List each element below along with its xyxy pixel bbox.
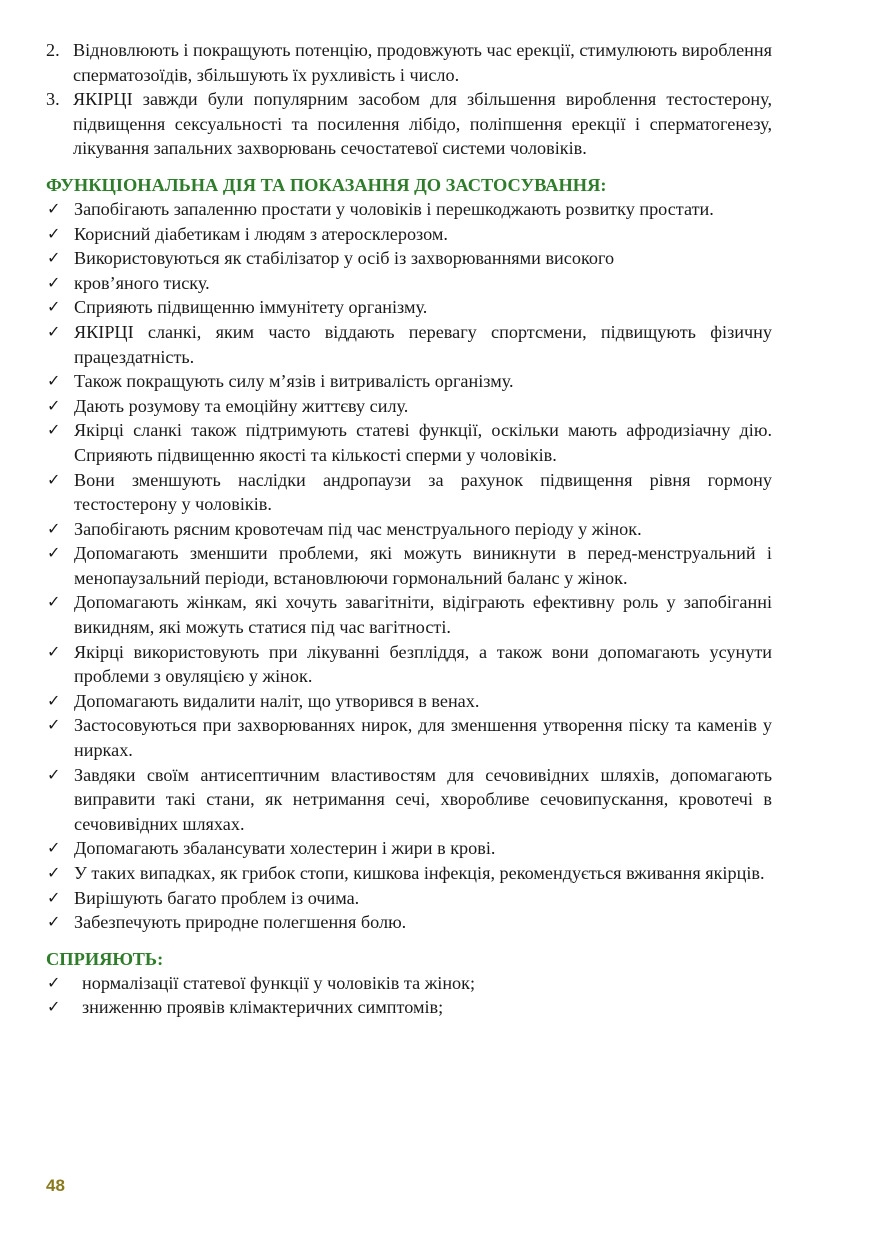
- list-item: [46, 861, 772, 886]
- checkmark-icon: ✓: [47, 641, 61, 661]
- list-item: [46, 971, 772, 996]
- list-item: [46, 246, 772, 271]
- list-item: [46, 713, 772, 762]
- list-item: [46, 320, 772, 369]
- checkmark-icon: ✓: [47, 690, 61, 710]
- list-item-text: Корисний діабетикам і людям з атеросклерозом.: [74, 223, 448, 244]
- list-item-text: Дають розумову та емоційну життєву силу.: [74, 395, 409, 416]
- checkmark-icon: ✓: [47, 469, 61, 489]
- checkmark-icon: ✓: [47, 997, 61, 1017]
- list-item-text: Забезпечують природне полегшення болю.: [74, 912, 407, 933]
- page-content: [46, 38, 772, 1020]
- list-item-text: Допомагають збалансувати холестерин і жири в крові.: [74, 838, 496, 859]
- item-number: 2.: [46, 40, 60, 60]
- checkmark-icon: ✓: [47, 420, 61, 440]
- checkmark-icon: ✓: [47, 297, 61, 317]
- checkmark-icon: ✓: [47, 272, 61, 292]
- list-item-text: Також покращують силу м’язів і витривалість організму.: [74, 371, 514, 392]
- section-heading-function: ФУНКЦІОНАЛЬНА ДІЯ ТА ПОКАЗАННЯ ДО ЗАСТОСУВАННЯ:: [46, 174, 607, 195]
- checkmark-icon: ✓: [47, 321, 61, 341]
- checkmark-icon: ✓: [47, 887, 61, 907]
- list-item: [46, 271, 772, 296]
- checkmark-icon: ✓: [47, 198, 61, 218]
- checkmark-icon: ✓: [47, 972, 61, 992]
- checkmark-icon: ✓: [47, 223, 61, 243]
- item-number: 3.: [46, 89, 60, 110]
- checkmark-icon: ✓: [47, 764, 61, 784]
- checkmark-icon: ✓: [47, 395, 61, 415]
- list-item: [46, 886, 772, 911]
- list-item: [46, 468, 772, 517]
- list-item-text: Запобігають запаленню простати у чоловіків і перешкоджають розвитку простати.: [74, 198, 714, 219]
- checklist-promote: [46, 971, 772, 1020]
- list-item: [46, 763, 772, 837]
- checklist-indications: [46, 197, 772, 935]
- list-item: [46, 541, 772, 590]
- numbered-item: [46, 38, 772, 87]
- checkmark-icon: ✓: [47, 838, 61, 858]
- list-item: [46, 222, 772, 247]
- list-item-text: Якірці використовують при лікуванні безпліддя, а також вони допомагають усунути проблеми з овуляцією у жінок.: [74, 641, 772, 687]
- list-item: [46, 517, 772, 542]
- list-item: [46, 836, 772, 861]
- numbered-item: [46, 87, 772, 161]
- list-item: [46, 590, 772, 639]
- checkmark-icon: ✓: [47, 248, 61, 268]
- list-item-text: нормалізації статевої функції у чоловіків та жінок;: [82, 972, 476, 993]
- list-item: [46, 394, 772, 419]
- list-item-text: Допомагають жінкам, які хочуть завагітніти, відіграють ефективну роль у запобіганні викидням, які можуть статися під час вагітності.: [74, 592, 772, 638]
- list-item-text: Вони зменшують наслідки андропаузи за рахунок підвищення рівня гормону тестостерону у чоловіків.: [74, 469, 772, 515]
- list-item: [46, 689, 772, 714]
- list-item-text: Завдяки своїм антисептичним властивостям для сечовивідних шляхів, допомагають виправити такі стани, як нетримання сечі, хворобливе сечовипускання, кровотечі в сечовивідних шляхах.: [74, 764, 772, 834]
- checkmark-icon: ✓: [47, 863, 61, 882]
- list-item: [46, 995, 772, 1020]
- checkmark-icon: ✓: [47, 912, 61, 932]
- list-item: [46, 197, 772, 222]
- list-item-text: Використовуються як стабілізатор у осіб із захворюваннями високого: [74, 248, 615, 269]
- checkmark-icon: ✓: [47, 715, 61, 735]
- item-text: Відновлюють і покращують потенцію, продовжують час ерекції, стимулюють вироблення сперматозоїдів, збільшують їх рухливість і число.: [73, 40, 772, 85]
- checkmark-icon: ✓: [47, 543, 61, 563]
- list-item: [46, 640, 772, 689]
- list-item: [46, 910, 772, 935]
- list-item: [46, 369, 772, 394]
- list-item-text: ЯКІРЦІ сланкі, яким часто віддають перевагу спортсмени, підвищують фізичну працездатність.: [74, 321, 772, 367]
- list-item-text: Сприяють підвищенню іммунітету організму.: [74, 297, 428, 318]
- page-number: 48: [46, 1176, 65, 1195]
- list-item-text: Запобігають рясним кровотечам під час менструального періоду у жінок.: [74, 518, 642, 539]
- list-item-text: Допомагають зменшити проблеми, які можуть виникнути в перед-менструальний і менопаузальний періоди, встановлюючи гормональний баланс у жінок.: [74, 543, 772, 588]
- checkmark-icon: ✓: [47, 371, 61, 391]
- section-heading-promote: СПРИЯЮТЬ:: [46, 948, 164, 969]
- list-item-text: Якірці сланкі також підтримують статеві функції, оскільки мають афродизіачну дію. Сприяють підвищенню якості та кількості сперми у чоловіків.: [74, 420, 772, 465]
- item-text: ЯКІРЦІ завжди були популярним засобом для збільшення вироблення тестостерону, підвищення сексуальності та посилення лібідо, поліпшення ерекції і сперматогенезу, лікування запальних захворювань сечостатевої системи чоловіків.: [73, 89, 772, 159]
- list-item: [46, 418, 772, 467]
- list-item-text: Застосовуються при захворюваннях нирок, для зменшення утворення піску та каменів у нирках.: [74, 715, 772, 761]
- checkmark-icon: ✓: [47, 518, 61, 538]
- list-item-text: У таких випадках, як грибок стопи, кишкова інфекція, рекомендується вживання якірців.: [74, 863, 765, 883]
- checkmark-icon: ✓: [47, 592, 61, 612]
- list-item-text: кров’яного тиску.: [74, 272, 210, 293]
- list-item-text: зниженню проявів клімактеричних симптомів;: [82, 997, 444, 1018]
- list-item-text: Вирішують багато проблем із очима.: [74, 887, 360, 908]
- list-item-text: Допомагають видалити наліт, що утворився в венах.: [74, 690, 480, 711]
- list-item: [46, 295, 772, 320]
